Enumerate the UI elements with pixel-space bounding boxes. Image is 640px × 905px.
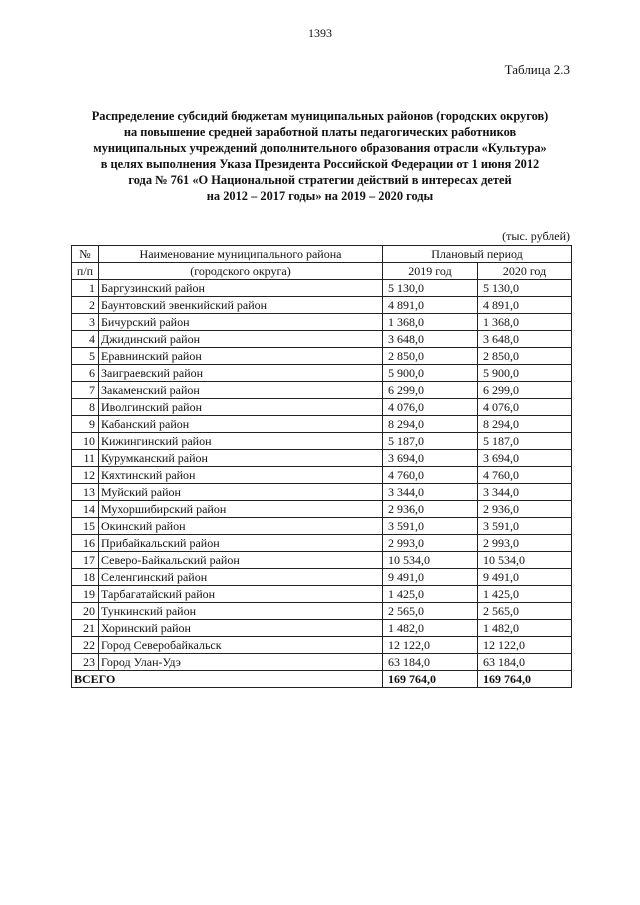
total-row xyxy=(72,671,572,688)
table-row xyxy=(72,501,572,518)
row-value-2020: 1 368,0 xyxy=(478,314,572,331)
row-value-2020: 8 294,0 xyxy=(478,416,572,433)
table-row xyxy=(72,535,572,552)
total-value-2020: 169 764,0 xyxy=(478,671,572,688)
row-value-2020: 3 591,0 xyxy=(478,518,572,535)
row-value-2020: 4 076,0 xyxy=(478,399,572,416)
row-value-2019: 3 694,0 xyxy=(383,450,478,467)
row-number: 10 xyxy=(72,433,99,450)
row-value-2020: 2 565,0 xyxy=(478,603,572,620)
header-number-sub: п/п xyxy=(72,263,99,280)
table-row xyxy=(72,399,572,416)
row-district-name: Кижингинский район xyxy=(99,433,383,450)
table-row xyxy=(72,586,572,603)
table-row xyxy=(72,280,572,297)
row-value-2020: 63 184,0 xyxy=(478,654,572,671)
table-row xyxy=(72,348,572,365)
row-value-2020: 9 491,0 xyxy=(478,569,572,586)
row-number: 5 xyxy=(72,348,99,365)
row-value-2020: 12 122,0 xyxy=(478,637,572,654)
table-row xyxy=(72,382,572,399)
row-value-2019: 8 294,0 xyxy=(383,416,478,433)
row-value-2019: 4 891,0 xyxy=(383,297,478,314)
row-number: 18 xyxy=(72,569,99,586)
title-line: муниципальных учреждений дополнительного образования отрасли «Культура» xyxy=(93,141,547,155)
row-value-2020: 10 534,0 xyxy=(478,552,572,569)
row-value-2020: 5 900,0 xyxy=(478,365,572,382)
row-value-2019: 2 565,0 xyxy=(383,603,478,620)
row-number: 6 xyxy=(72,365,99,382)
row-district-name: Окинский район xyxy=(99,518,383,535)
row-district-name: Город Северобайкальск xyxy=(99,637,383,654)
row-value-2019: 10 534,0 xyxy=(383,552,478,569)
row-district-name: Бичурский район xyxy=(99,314,383,331)
table-row xyxy=(72,603,572,620)
row-number: 16 xyxy=(72,535,99,552)
row-value-2019: 2 850,0 xyxy=(383,348,478,365)
row-number: 3 xyxy=(72,314,99,331)
row-number: 4 xyxy=(72,331,99,348)
row-district-name: Джидинский район xyxy=(99,331,383,348)
row-value-2019: 2 993,0 xyxy=(383,535,478,552)
row-value-2019: 1 368,0 xyxy=(383,314,478,331)
row-value-2020: 5 187,0 xyxy=(478,433,572,450)
row-value-2019: 6 299,0 xyxy=(383,382,478,399)
row-number: 22 xyxy=(72,637,99,654)
header-year-2020: 2020 год xyxy=(478,263,572,280)
table-row xyxy=(72,314,572,331)
table-row xyxy=(72,569,572,586)
row-value-2019: 3 648,0 xyxy=(383,331,478,348)
row-number: 17 xyxy=(72,552,99,569)
header-planned-period: Плановый период xyxy=(383,246,572,263)
row-value-2019: 9 491,0 xyxy=(383,569,478,586)
table-label: Таблица 2.3 xyxy=(504,62,570,77)
subsidy-table xyxy=(71,245,572,688)
units-label: (тыс. рублей) xyxy=(502,229,570,243)
row-number: 9 xyxy=(72,416,99,433)
header-year-2019: 2019 год xyxy=(383,263,478,280)
row-number: 11 xyxy=(72,450,99,467)
title-line: в целях выполнения Указа Президента Российской Федерации от 1 июня 2012 xyxy=(100,157,540,171)
total-label: ВСЕГО xyxy=(72,671,383,688)
table-row xyxy=(72,552,572,569)
row-number: 13 xyxy=(72,484,99,501)
row-district-name: Хоринский район xyxy=(99,620,383,637)
row-value-2019: 12 122,0 xyxy=(383,637,478,654)
table-row xyxy=(72,331,572,348)
table-row xyxy=(72,433,572,450)
row-value-2020: 3 694,0 xyxy=(478,450,572,467)
row-value-2020: 2 936,0 xyxy=(478,501,572,518)
title-line: Распределение субсидий бюджетам муниципальных районов (городских округов) xyxy=(91,109,549,123)
row-number: 8 xyxy=(72,399,99,416)
row-value-2020: 3 648,0 xyxy=(478,331,572,348)
row-district-name: Тарбагатайский район xyxy=(99,586,383,603)
row-value-2019: 2 936,0 xyxy=(383,501,478,518)
table-row xyxy=(72,637,572,654)
row-district-name: Прибайкальский район xyxy=(99,535,383,552)
row-district-name: Закаменский район xyxy=(99,382,383,399)
row-district-name: Северо-Байкальский район xyxy=(99,552,383,569)
row-value-2020: 4 760,0 xyxy=(478,467,572,484)
row-value-2019: 4 076,0 xyxy=(383,399,478,416)
row-number: 21 xyxy=(72,620,99,637)
row-district-name: Кабанский район xyxy=(99,416,383,433)
row-value-2019: 5 900,0 xyxy=(383,365,478,382)
title-line: на повышение средней заработной платы педагогических работников xyxy=(123,125,517,139)
header-name-sub: (городского округа) xyxy=(99,263,383,280)
row-value-2019: 63 184,0 xyxy=(383,654,478,671)
row-value-2019: 1 425,0 xyxy=(383,586,478,603)
row-district-name: Муйский район xyxy=(99,484,383,501)
row-district-name: Еравнинский район xyxy=(99,348,383,365)
row-district-name: Иволгинский район xyxy=(99,399,383,416)
row-district-name: Тункинский район xyxy=(99,603,383,620)
row-value-2019: 5 187,0 xyxy=(383,433,478,450)
header-name: Наименование муниципального района xyxy=(99,246,383,263)
table-row xyxy=(72,620,572,637)
row-number: 1 xyxy=(72,280,99,297)
table-row xyxy=(72,365,572,382)
row-number: 2 xyxy=(72,297,99,314)
row-value-2020: 4 891,0 xyxy=(478,297,572,314)
row-district-name: Баргузинский район xyxy=(99,280,383,297)
table-row xyxy=(72,518,572,535)
row-district-name: Город Улан-Удэ xyxy=(99,654,383,671)
row-number: 15 xyxy=(72,518,99,535)
row-number: 19 xyxy=(72,586,99,603)
row-number: 20 xyxy=(72,603,99,620)
row-district-name: Кяхтинский район xyxy=(99,467,383,484)
row-value-2020: 6 299,0 xyxy=(478,382,572,399)
table-row xyxy=(72,416,572,433)
page-number: 1393 xyxy=(308,26,332,40)
row-value-2020: 3 344,0 xyxy=(478,484,572,501)
row-value-2019: 5 130,0 xyxy=(383,280,478,297)
row-district-name: Заиграевский район xyxy=(99,365,383,382)
table-row xyxy=(72,297,572,314)
row-value-2020: 1 482,0 xyxy=(478,620,572,637)
row-value-2020: 1 425,0 xyxy=(478,586,572,603)
total-value-2019: 169 764,0 xyxy=(383,671,478,688)
row-district-name: Селенгинский район xyxy=(99,569,383,586)
table-row xyxy=(72,654,572,671)
row-value-2019: 1 482,0 xyxy=(383,620,478,637)
row-value-2019: 3 591,0 xyxy=(383,518,478,535)
row-district-name: Мухоршибирский район xyxy=(99,501,383,518)
row-number: 23 xyxy=(72,654,99,671)
table-row xyxy=(72,467,572,484)
table-row xyxy=(72,484,572,501)
document-title xyxy=(60,108,580,204)
table-row xyxy=(72,450,572,467)
row-value-2020: 5 130,0 xyxy=(478,280,572,297)
row-value-2020: 2 993,0 xyxy=(478,535,572,552)
row-value-2019: 4 760,0 xyxy=(383,467,478,484)
table-body xyxy=(72,280,572,688)
row-value-2019: 3 344,0 xyxy=(383,484,478,501)
title-line: года № 761 «О Национальной стратегии действий в интересах детей xyxy=(128,173,512,187)
row-number: 7 xyxy=(72,382,99,399)
row-value-2020: 2 850,0 xyxy=(478,348,572,365)
row-district-name: Баунтовский эвенкийский район xyxy=(99,297,383,314)
row-number: 14 xyxy=(72,501,99,518)
row-number: 12 xyxy=(72,467,99,484)
title-line: на 2012 – 2017 годы» на 2019 – 2020 годы xyxy=(206,189,434,203)
header-number: № xyxy=(72,246,99,263)
row-district-name: Курумканский район xyxy=(99,450,383,467)
